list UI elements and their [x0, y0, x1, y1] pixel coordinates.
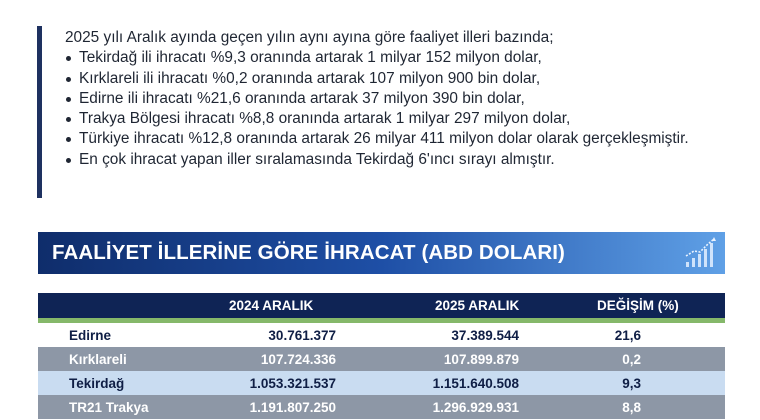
- cell-2025: 37.389.544: [451, 328, 519, 343]
- bullet-item: Edirne ili ihracatı %21,6 oranında artarak 37 milyon 390 bin dolar,: [65, 89, 725, 109]
- bullet-item: Türkiye ihracatı %12,8 oranında artarak 26 milyar 411 milyon dolar olarak gerçekleşmiştir.: [65, 129, 725, 149]
- header-2024: 2024 ARALIK: [229, 298, 314, 313]
- cell-province: Tekirdağ: [69, 376, 125, 391]
- table-header: [38, 293, 725, 318]
- table-row: [38, 347, 725, 371]
- cell-province: Kırklareli: [69, 352, 127, 367]
- bullet-item: Trakya Bölgesi ihracatı %8,8 oranında artarak 1 milyar 297 milyon dolar,: [65, 109, 725, 129]
- table-row: [38, 395, 725, 419]
- cell-change: 21,6: [614, 328, 641, 343]
- intro-text: [65, 28, 725, 170]
- bullet-item: Kırklareli ili ihracatı %0,2 oranında artarak 107 milyon 900 bin dolar,: [65, 69, 725, 89]
- header-2025: 2025 ARALIK: [435, 298, 520, 313]
- header-change: DEĞİŞİM (%): [597, 298, 679, 313]
- intro-heading: 2025 yılı Aralık ayında geçen yılın aynı ayına göre faaliyet illeri bazında;: [65, 29, 554, 46]
- section-banner: [38, 232, 725, 274]
- bar-chart-growth-icon: [683, 236, 719, 270]
- cell-2025: 107.899.879: [443, 352, 519, 367]
- intro-accent-bar: [37, 26, 42, 198]
- bullet-item: En çok ihracat yapan iller sıralamasında Tekirdağ 6'ıncı sırayı almıştır.: [65, 150, 725, 170]
- table-row: [38, 323, 725, 347]
- cell-2024: 30.761.377: [268, 328, 336, 343]
- cell-change: 0,2: [622, 352, 641, 367]
- cell-change: 8,8: [622, 400, 641, 415]
- bullet-list: [65, 48, 725, 170]
- cell-province: TR21 Trakya: [69, 400, 149, 415]
- banner-title: FAALİYET İLLERİNE GÖRE İHRACAT (ABD DOLARI): [52, 241, 565, 264]
- cell-2024: 1.053.321.537: [249, 376, 336, 391]
- cell-2025: 1.151.640.508: [432, 376, 519, 391]
- bullet-item: Tekirdağ ili ihracatı %9,3 oranında artarak 1 milyar 152 milyon dolar,: [65, 48, 725, 68]
- intro-section: [37, 26, 737, 198]
- cell-2024: 107.724.336: [260, 352, 336, 367]
- cell-2025: 1.296.929.931: [432, 400, 519, 415]
- cell-2024: 1.191.807.250: [249, 400, 336, 415]
- export-table: [38, 293, 725, 419]
- table-row: [38, 371, 725, 395]
- cell-change: 9,3: [622, 376, 641, 391]
- cell-province: Edirne: [69, 328, 112, 343]
